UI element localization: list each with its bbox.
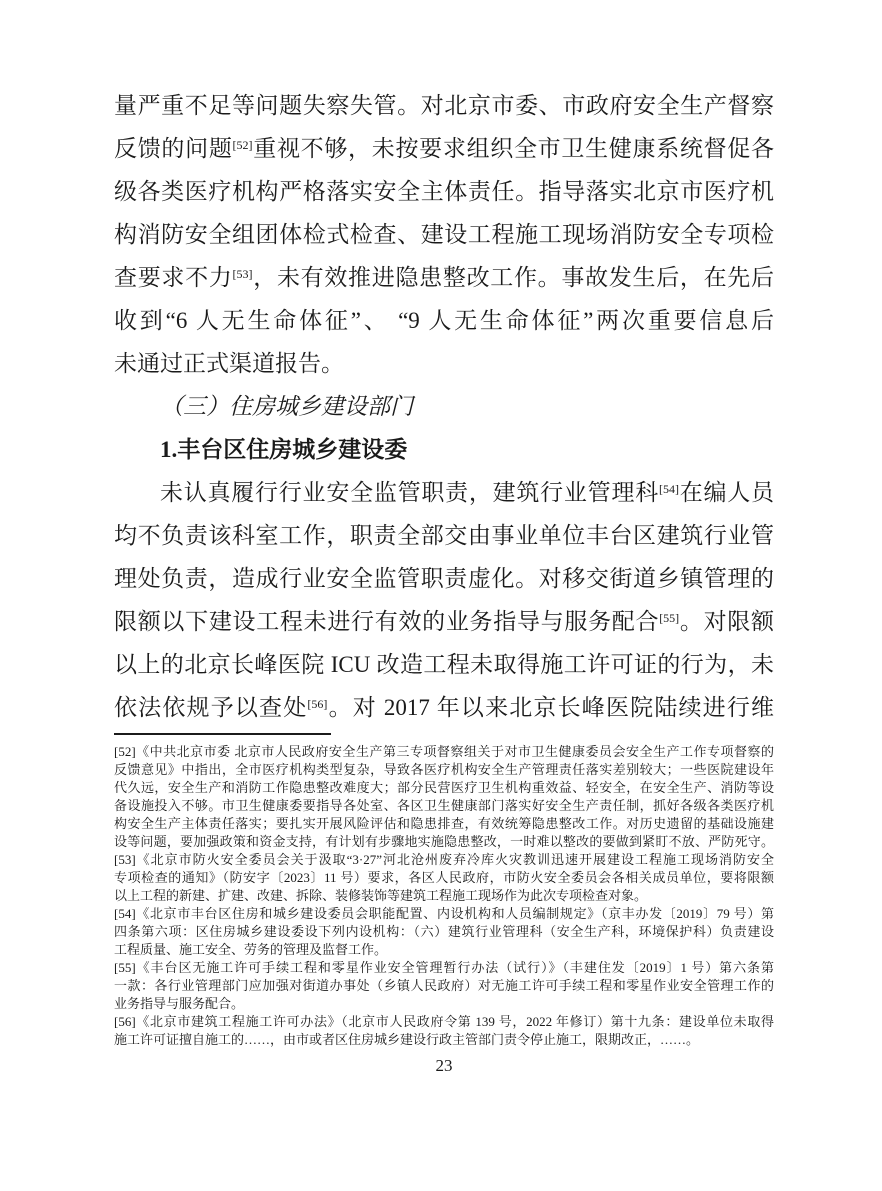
body-text-line: 构消防安全组团体检式检查、建设工程施工现场消防安全专项检 <box>114 222 774 247</box>
page-content <box>114 84 774 1078</box>
footnote-line: [56]《北京市建筑工程施工许可办法》（北京市人民政府令第 139 号，2022 年修订）第十九条：建设单位未取得 <box>114 1014 774 1029</box>
footnote-line: 施工许可证擅自施工的……，由市或者区住房城乡建设行政主管部门责令停止施工，限期改正，……。 <box>114 1032 700 1047</box>
footnote-line: 反馈意见》中指出，全市医疗机构类型复杂，导致各医疗机构安全生产管理责任落实差别较大；一些医院建设年 <box>114 762 774 777</box>
footnote-line: [55]《丰台区无施工许可手续工程和零星作业安全管理暂行办法（试行）》（丰建住发〔2019〕1 号）第六条第 <box>114 960 774 975</box>
body-text-line: 未认真履行行业安全监管职责，建筑行业管理科[54]在编人员 <box>160 480 775 505</box>
footnote-ref: [53] <box>232 267 253 281</box>
footnote-line: 工程质量、施工安全、劳务的管理及监督工作。 <box>114 942 388 957</box>
body-text-line: 未通过正式渠道报告。 <box>114 351 344 376</box>
footnote-line: [53]《北京市防火安全委员会关于汲取“3·27”河北沧州废弃冷库火灾教训迅速开展建设工程施工现场消防安全 <box>114 852 774 867</box>
body-text-line: 量严重不足等问题失察失管。对北京市委、市政府安全生产督察 <box>114 93 774 118</box>
footnote-line: 备设施投入不够。市卫生健康委要指导各处室、各区卫生健康部门落实好安全生产责任制，抓好各级各类医疗机 <box>114 798 774 813</box>
footnote-line: 四条第六项：区住房城乡建设委设下列内设机构：（六）建筑行业管理科（安全生产科，环境保护科）负责建设 <box>114 924 774 939</box>
footnote-separator <box>114 733 331 735</box>
body-text-line: 1.丰台区住房城乡建设委 <box>160 437 408 462</box>
body-text-line: 以上的北京长峰医院 ICU 改造工程未取得施工许可证的行为，未 <box>114 652 774 677</box>
footnote-ref: [55] <box>659 611 680 625</box>
body-text-line: 查要求不力[53]，未有效推进隐患整改工作。事故发生后，在先后 <box>114 265 775 290</box>
footnote-line: [52]《中共北京市委 北京市人民政府安全生产第三专项督察组关于对市卫生健康委员会安全生产工作专项督察的 <box>114 744 774 759</box>
footnote-line: 设等问题，要加强政策和资金支持，有计划有步骤地实施隐患整改，一时难以整改的要做到紧盯不放、严防死守。 <box>114 834 774 849</box>
body-text-line: （三）住房城乡建设部门 <box>160 394 413 419</box>
body-text-line: 依法依规予以查处[56]。对 2017 年以来北京长峰医院陆续进行维 <box>114 695 775 720</box>
footnote-line: 代久远，安全生产和消防工作隐患整改难度大；部分民营医疗卫生机构重效益、轻安全，在安全生产、消防等设 <box>114 780 774 795</box>
footnote-line: 业务指导与服务配合。 <box>114 996 245 1011</box>
footnote-line: [54]《北京市丰台区住房和城乡建设委员会职能配置、内设机构和人员编制规定》（京丰办发〔2019〕79 号）第 <box>114 906 774 921</box>
footnote-ref: [52] <box>232 138 253 152</box>
body-text-line: 收到“6 人无生命体征”、 “9 人无生命体征”两次重要信息后 <box>114 308 774 333</box>
footnote-line: 一款：各行业管理部门应加强对街道办事处（乡镇人民政府）对无施工许可手续工程和零星作业安全管理工作的 <box>114 978 774 993</box>
footnote-line: 专项检查的通知》（防安字〔2023〕11 号）要求，各区人民政府，市防火安全委员会各相关成员单位，要将限额 <box>114 870 774 885</box>
footnotes <box>114 743 774 1049</box>
body-text-line: 限额以下建设工程未进行有效的业务指导与服务配合[55]。对限额 <box>114 609 775 634</box>
body-text <box>114 84 774 729</box>
footnote-line: 构安全生产主体责任落实；要扎实开展风险评估和隐患排查，有效统筹隐患整改工作。对历史遗留的基础设施建 <box>114 816 774 831</box>
body-text-line: 级各类医疗机构严格落实安全主体责任。指导落实北京市医疗机 <box>114 179 774 204</box>
footnote-ref: [54] <box>658 482 679 496</box>
footnote-ref: [56] <box>307 697 328 711</box>
body-text-line: 理处负责，造成行业安全监管职责虚化。对移交街道乡镇管理的 <box>114 566 774 591</box>
footnote-line: 以上工程的新建、扩建、改建、拆除、装修装饰等建筑工程施工现场作为此次专项检查对象。 <box>114 888 648 903</box>
body-text-line: 均不负责该科室工作，职责全部交由事业单位丰台区建筑行业管 <box>114 523 774 548</box>
body-text-line: 反馈的问题[52]重视不够，未按要求组织全市卫生健康系统督促各 <box>114 136 775 161</box>
page-number: 23 <box>435 1056 453 1075</box>
